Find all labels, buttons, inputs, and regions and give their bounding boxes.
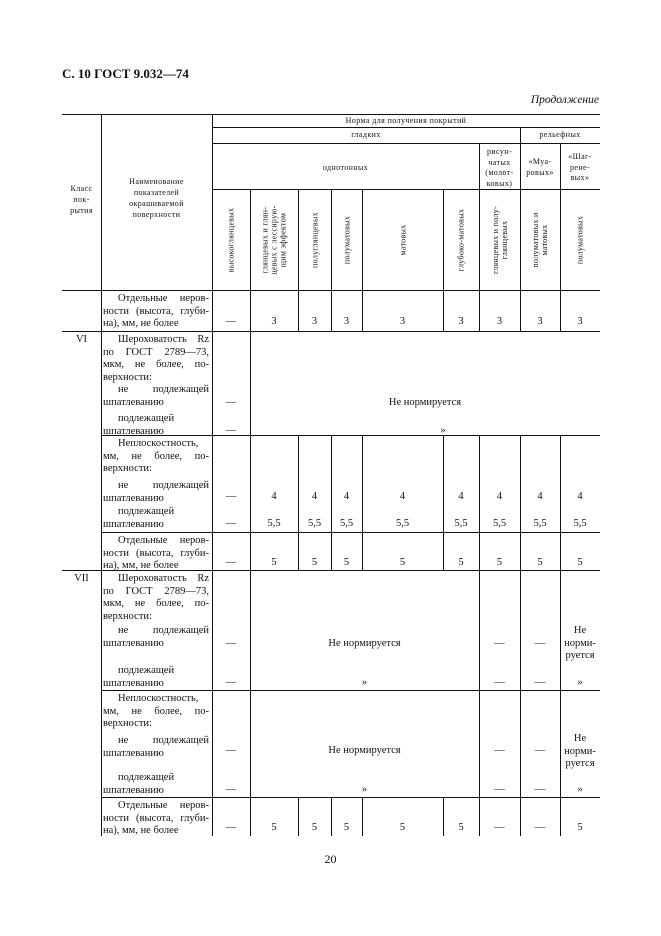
table-rule — [101, 114, 102, 836]
class-vi: VI — [75, 334, 88, 345]
row-sublabel: шпатлеванию — [103, 492, 164, 504]
row-label-separate: ности (высота, глуби- — [103, 812, 209, 824]
header-patterned: чатых — [488, 157, 511, 167]
column-header-line: матовых — [540, 224, 549, 256]
table-rule — [62, 114, 600, 115]
row-value: — — [494, 677, 505, 688]
header-smooth: гладких — [351, 130, 381, 139]
not-normed-text: норми- — [564, 637, 596, 649]
column-header-class: рытия — [70, 206, 93, 215]
column-header-name: поверхности — [132, 210, 181, 219]
ditto-mark: » — [361, 677, 368, 688]
not-normed-text: руется — [565, 758, 595, 769]
column-header-class: пок- — [73, 195, 90, 204]
row-value: — — [225, 316, 237, 327]
column-header-line: глянцевых и глян- — [260, 206, 270, 274]
header-patterned: (молот- — [485, 168, 514, 177]
row-label-separate: Отдельные неров- — [118, 800, 209, 811]
row-value: 5 — [399, 822, 406, 833]
row-value: 3 — [399, 316, 406, 327]
row-value: 5 — [537, 557, 543, 568]
row-value: 5,5 — [533, 518, 547, 529]
row-value: 3 — [311, 316, 318, 327]
row-value: 4 — [577, 491, 583, 502]
column-header-class: Класс — [70, 184, 93, 193]
column-header-finish — [531, 212, 549, 267]
row-value: — — [225, 745, 237, 756]
row-value: 4 — [271, 491, 277, 502]
column-header-line: высокоглянцевых — [226, 207, 236, 273]
row-value: — — [225, 822, 237, 833]
table-rule — [101, 532, 600, 533]
row-value: — — [534, 677, 546, 688]
table-rule — [520, 690, 521, 797]
row-value: — — [225, 397, 237, 408]
not-normed-text: руется — [565, 650, 595, 661]
header-monotone: однотонных — [322, 163, 369, 172]
table-rule — [520, 570, 521, 690]
column-header-line: полуматовых — [575, 215, 585, 265]
row-sublabel: не подлежащей — [118, 735, 209, 746]
row-sublabel: подлежащей — [118, 413, 175, 424]
column-header-line: матовых — [398, 224, 407, 256]
continuation-label: Продолжение — [530, 94, 599, 106]
row-value: — — [494, 822, 505, 833]
row-value: 3 — [537, 316, 543, 327]
row-label-roughness: Шероховатость Rz — [118, 334, 209, 345]
row-value: — — [534, 822, 546, 833]
row-sublabel: шпатлеванию — [103, 747, 164, 759]
row-label-separate: на), мм, не более — [103, 318, 179, 329]
row-value: 3 — [343, 316, 350, 327]
row-value: — — [494, 784, 505, 795]
row-sublabel: шпатлеванию — [103, 677, 164, 689]
page-header: С. 10 ГОСТ 9.032—74 — [62, 66, 189, 81]
row-value: 5,5 — [267, 518, 281, 529]
column-header-line: щим эффектом — [278, 212, 288, 268]
row-value: 5 — [458, 557, 464, 568]
row-sublabel: подлежащей — [118, 772, 175, 783]
row-label-separate: ности (высота, глуби- — [103, 547, 209, 559]
not-normed-text: норми- — [564, 745, 596, 757]
row-value: 5 — [577, 557, 583, 568]
table-rule — [443, 189, 444, 290]
table-rule — [298, 189, 299, 290]
row-value: 5,5 — [339, 518, 354, 529]
row-sublabel: шпатлеванию — [103, 518, 164, 530]
row-sublabel: шпатлеванию — [103, 425, 164, 437]
row-value: 5,5 — [395, 518, 410, 529]
table-rule — [331, 189, 332, 290]
column-header-finish — [576, 216, 585, 264]
column-header-finish — [491, 206, 509, 274]
table-rule — [212, 189, 600, 190]
row-value: — — [225, 518, 237, 529]
row-value: 4 — [496, 491, 503, 502]
row-value: 5 — [311, 557, 318, 568]
row-value: 5 — [271, 822, 277, 833]
row-value: — — [225, 784, 237, 795]
row-label-flatness: Неплоскостность, — [118, 438, 199, 449]
ditto-mark: » — [440, 425, 446, 436]
not-normed-text: Не — [573, 733, 587, 744]
column-header-finish — [457, 209, 466, 271]
row-value: — — [534, 638, 546, 649]
row-value: — — [534, 745, 546, 756]
row-value: — — [225, 425, 237, 436]
row-sublabel: не подлежащей — [118, 384, 209, 395]
column-header-finish — [227, 208, 236, 273]
row-label-separate: ности (высота, глуби- — [103, 305, 209, 317]
row-value: 5 — [271, 557, 277, 568]
row-value: — — [494, 745, 505, 756]
row-value: 3 — [458, 316, 464, 327]
row-value: 5 — [343, 822, 350, 833]
ditto-mark: » — [361, 784, 368, 795]
table-rule — [250, 690, 251, 797]
header-patterned: рисун- — [486, 147, 513, 156]
row-sublabel: подлежащей — [118, 665, 175, 676]
ditto-mark: » — [577, 784, 583, 795]
column-header-name: Наименование — [129, 177, 184, 186]
table-rule — [250, 331, 251, 435]
row-label-roughness: по ГОСТ 2789—73, — [103, 585, 209, 597]
row-value: — — [225, 557, 237, 568]
row-value: 3 — [496, 316, 503, 327]
header-relief: рельефных — [539, 130, 581, 139]
row-value: 5 — [496, 557, 503, 568]
row-label-separate: Отдельные неров- — [118, 535, 209, 546]
class-vii: VII — [74, 573, 89, 584]
row-value: — — [494, 638, 505, 649]
row-value: — — [225, 677, 237, 688]
column-header-line: полуглянцевых — [310, 212, 319, 268]
row-label-roughness: по ГОСТ 2789—73, — [103, 346, 209, 358]
row-value: — — [534, 784, 546, 795]
page-number: 20 — [324, 852, 337, 866]
not-normed-text: Не нормируется — [388, 397, 462, 408]
column-header-line: глянцевых и полу- — [490, 205, 500, 275]
row-sublabel: шпатлеванию — [103, 396, 164, 408]
table-rule — [212, 127, 600, 128]
row-value: 5,5 — [492, 518, 507, 529]
column-header-line: полуматовых — [342, 215, 351, 265]
row-value: 4 — [311, 491, 318, 502]
row-value: 3 — [577, 316, 583, 327]
table-rule — [479, 570, 480, 690]
row-label-flatness: верхности: — [103, 718, 152, 729]
header-moire: «Муа- — [528, 157, 552, 166]
row-label-roughness: мкм, не более, по- — [103, 598, 209, 609]
column-header-finish — [342, 216, 351, 264]
row-label-roughness: верхности: — [103, 371, 152, 383]
column-header-name: показателей — [133, 188, 180, 197]
column-header-name: окрашиваемой — [129, 199, 184, 208]
row-value: — — [225, 491, 237, 502]
column-header-line: цевых с лессирую- — [269, 205, 279, 275]
row-value: 4 — [399, 491, 406, 502]
header-moire: ровых» — [526, 167, 554, 177]
row-value: 5 — [343, 557, 350, 568]
table-rule — [101, 435, 600, 436]
header-shagrene: вых» — [570, 173, 590, 182]
table-rule — [479, 690, 480, 797]
row-value: 5 — [399, 557, 406, 568]
row-value: 3 — [271, 316, 277, 327]
table-rule — [101, 690, 600, 691]
column-header-line: полуматовых и — [531, 212, 540, 268]
row-value: 5 — [458, 822, 464, 833]
row-label-flatness: мм, не более, по- — [103, 705, 209, 717]
row-value: 5 — [577, 822, 583, 833]
row-value: 5,5 — [307, 518, 322, 529]
row-label-roughness: верхности: — [103, 610, 152, 622]
row-value: 4 — [537, 491, 543, 502]
row-label-roughness: Шероховатость Rz — [118, 573, 209, 584]
ditto-mark: » — [577, 677, 583, 688]
not-normed-text: Не — [573, 625, 587, 636]
row-value: 5,5 — [573, 518, 587, 529]
table-rule — [362, 189, 363, 290]
row-value: 5,5 — [454, 518, 468, 529]
table-rule — [101, 797, 600, 798]
row-value: 4 — [458, 491, 464, 502]
header-shagrene: рене- — [569, 162, 591, 172]
table-rule — [250, 189, 251, 290]
column-header-line: глубоко-матовых — [456, 208, 466, 272]
column-header-finish — [310, 212, 319, 268]
header-patterned: ковых) — [486, 178, 513, 188]
column-header-line: глянцевых — [499, 220, 509, 260]
row-sublabel: подлежащей — [118, 506, 175, 517]
column-header-finish — [398, 225, 407, 256]
row-value: — — [225, 638, 237, 649]
header-shagrene: «Шаг- — [568, 152, 592, 161]
row-sublabel: не подлежащей — [118, 480, 209, 491]
row-label-flatness: Неплоскостность, — [118, 693, 199, 704]
not-normed-text: Не нормируется — [328, 638, 401, 649]
row-label-separate: на), мм, не более — [103, 825, 179, 836]
row-label-separate: на), мм, не более — [103, 560, 179, 571]
table-rule — [62, 331, 600, 332]
row-sublabel: не подлежащей — [118, 625, 209, 636]
row-sublabel: шпатлеванию — [103, 637, 164, 649]
table-rule — [212, 143, 600, 144]
row-label-flatness: мм, не более, по- — [103, 450, 209, 462]
header-norm: Норма для получения покрытий — [345, 116, 467, 125]
not-normed-text: Не нормируется — [328, 745, 401, 756]
column-header-finish — [261, 205, 288, 274]
row-label-roughness: мкм, не более, по- — [103, 359, 209, 370]
row-value: 4 — [343, 491, 350, 502]
row-label-flatness: верхности: — [103, 463, 152, 474]
table-rule — [250, 570, 251, 690]
table-rule — [212, 114, 213, 836]
row-value: 5 — [311, 822, 318, 833]
row-label-separate: Отдельные неров- — [118, 293, 209, 304]
row-sublabel: шпатлеванию — [103, 784, 164, 796]
